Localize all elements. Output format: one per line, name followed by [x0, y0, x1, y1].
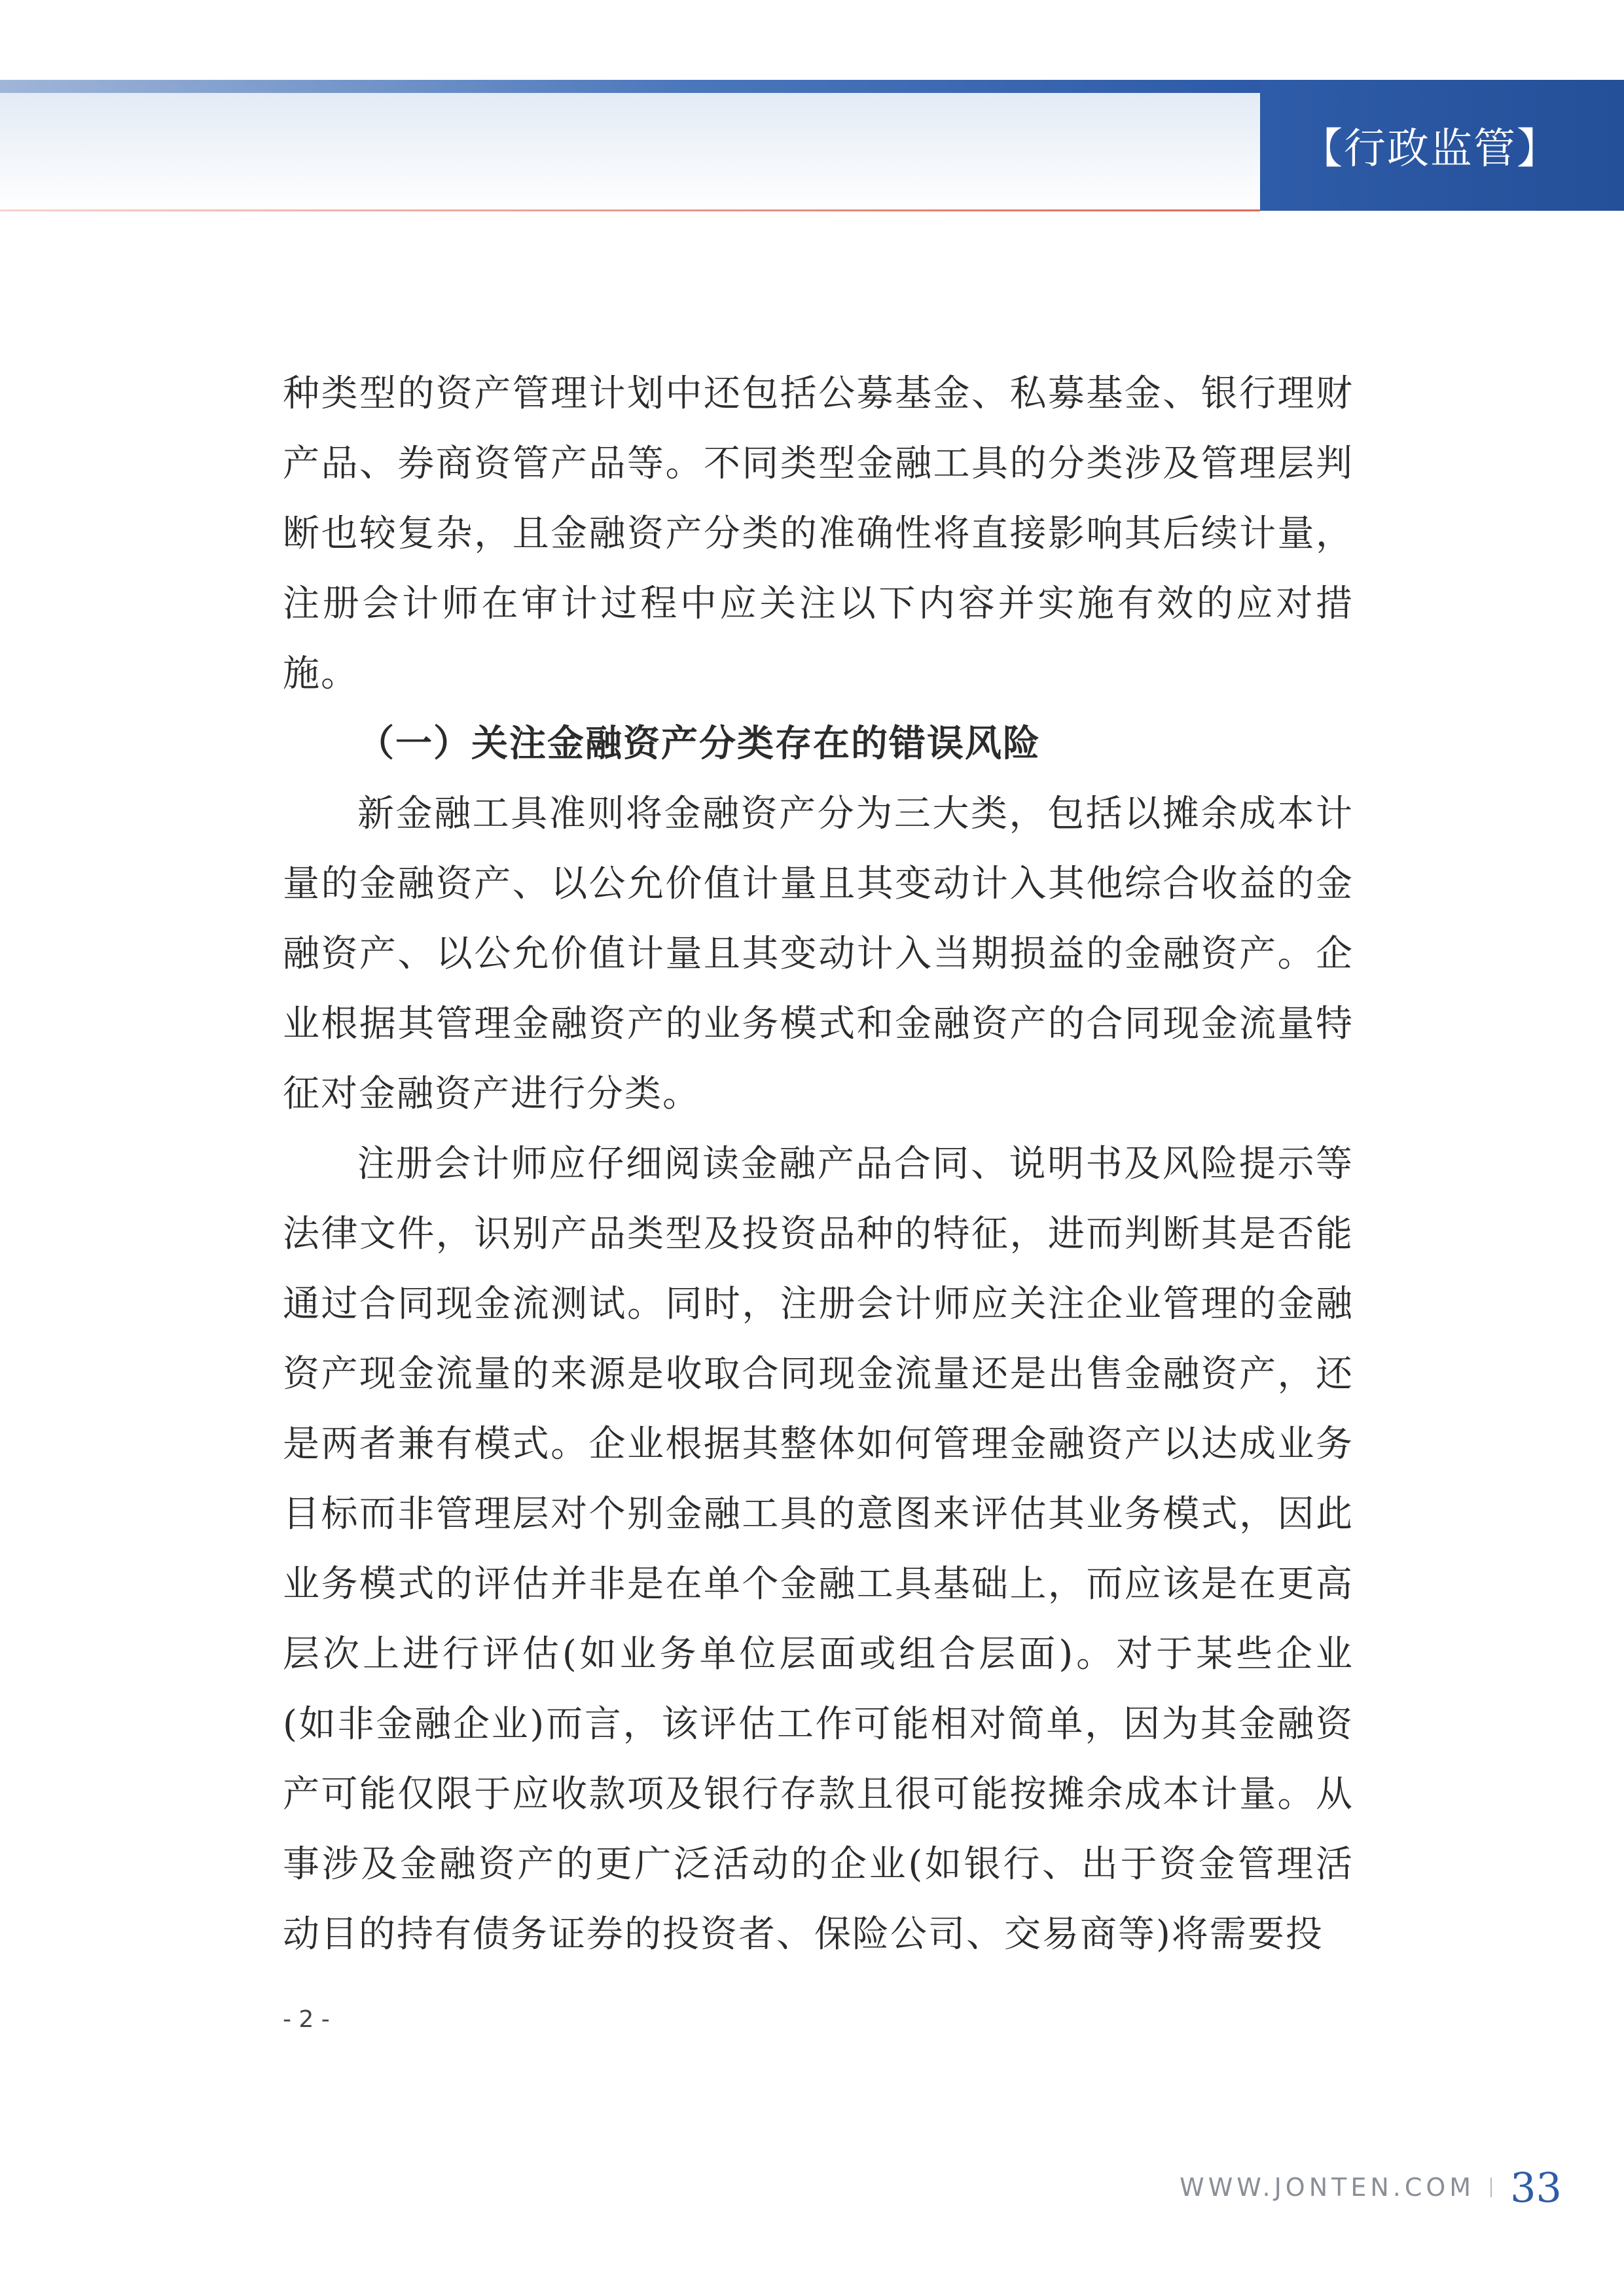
paragraph-continuation: 种类型的资产管理计划中还包括公募基金、私募基金、银行理财产品、券商资管产品等。不同类型金融工具的分类涉及管理层判断也较复杂，且金融资产分类的准确性将直接影响其后续计量，注册会计师在审计过程中应关注以下内容并实施有效的应对措施。 [283, 372, 1354, 695]
header-divider-line [0, 209, 1260, 211]
section-tag-box [1260, 80, 1624, 211]
header-banner [0, 80, 1260, 211]
article-body [283, 359, 1354, 1969]
inner-page-number: - 2 - [283, 2006, 330, 2033]
website-url: WWW.JONTEN.COM [1180, 2173, 1475, 2202]
page-footer [1180, 2161, 1562, 2214]
header-top-stripe [0, 80, 1260, 93]
footer-divider [1490, 2178, 1492, 2197]
paragraph-classification: 新金融工具准则将金融资产分为三大类，包括以摊余成本计量的金融资产、以公允价值计量且其变动计入其他综合收益的金融资产、以公允价值计量且其变动计入当期损益的金融资产。企业根据其管理金融资产的业务模式和金融资产的合同现金流量特征对金融资产进行分类。 [283, 793, 1354, 1115]
page-number: 33 [1510, 2163, 1562, 2212]
section-heading: （一）关注金融资产分类存在的错误风险 [357, 723, 1041, 765]
paragraph-auditor-guidance: 注册会计师应仔细阅读金融产品合同、说明书及风险提示等法律文件，识别产品类型及投资品种的特征，进而判断其是否能通过合同现金流测试。同时，注册会计师应关注企业管理的金融资产现金流量的来源是收取合同现金流量还是出售金融资产，还是两者兼有模式。企业根据其整体如何管理金融资产以达成业务目标而非管理层对个别金融工具的意图来评估其业务模式，因此业务模式的评估并非是在单个金融工具基础上，而应该是在更高层次上进行评估(如业务单位层面或组合层面)。对于某些企业(如非金融企业)而言，该评估工作可能相对简单，因为其金融资产可能仅限于应收款项及银行存款且很可能按摊余成本计量。从事涉及金融资产的更广泛活动的企业(如银行、出于资金管理活动目的持有债务证券的投资者、保险公司、交易商等)将需要投 [283, 1143, 1354, 1956]
section-tag-label: 【行政监管】 [1301, 125, 1560, 173]
